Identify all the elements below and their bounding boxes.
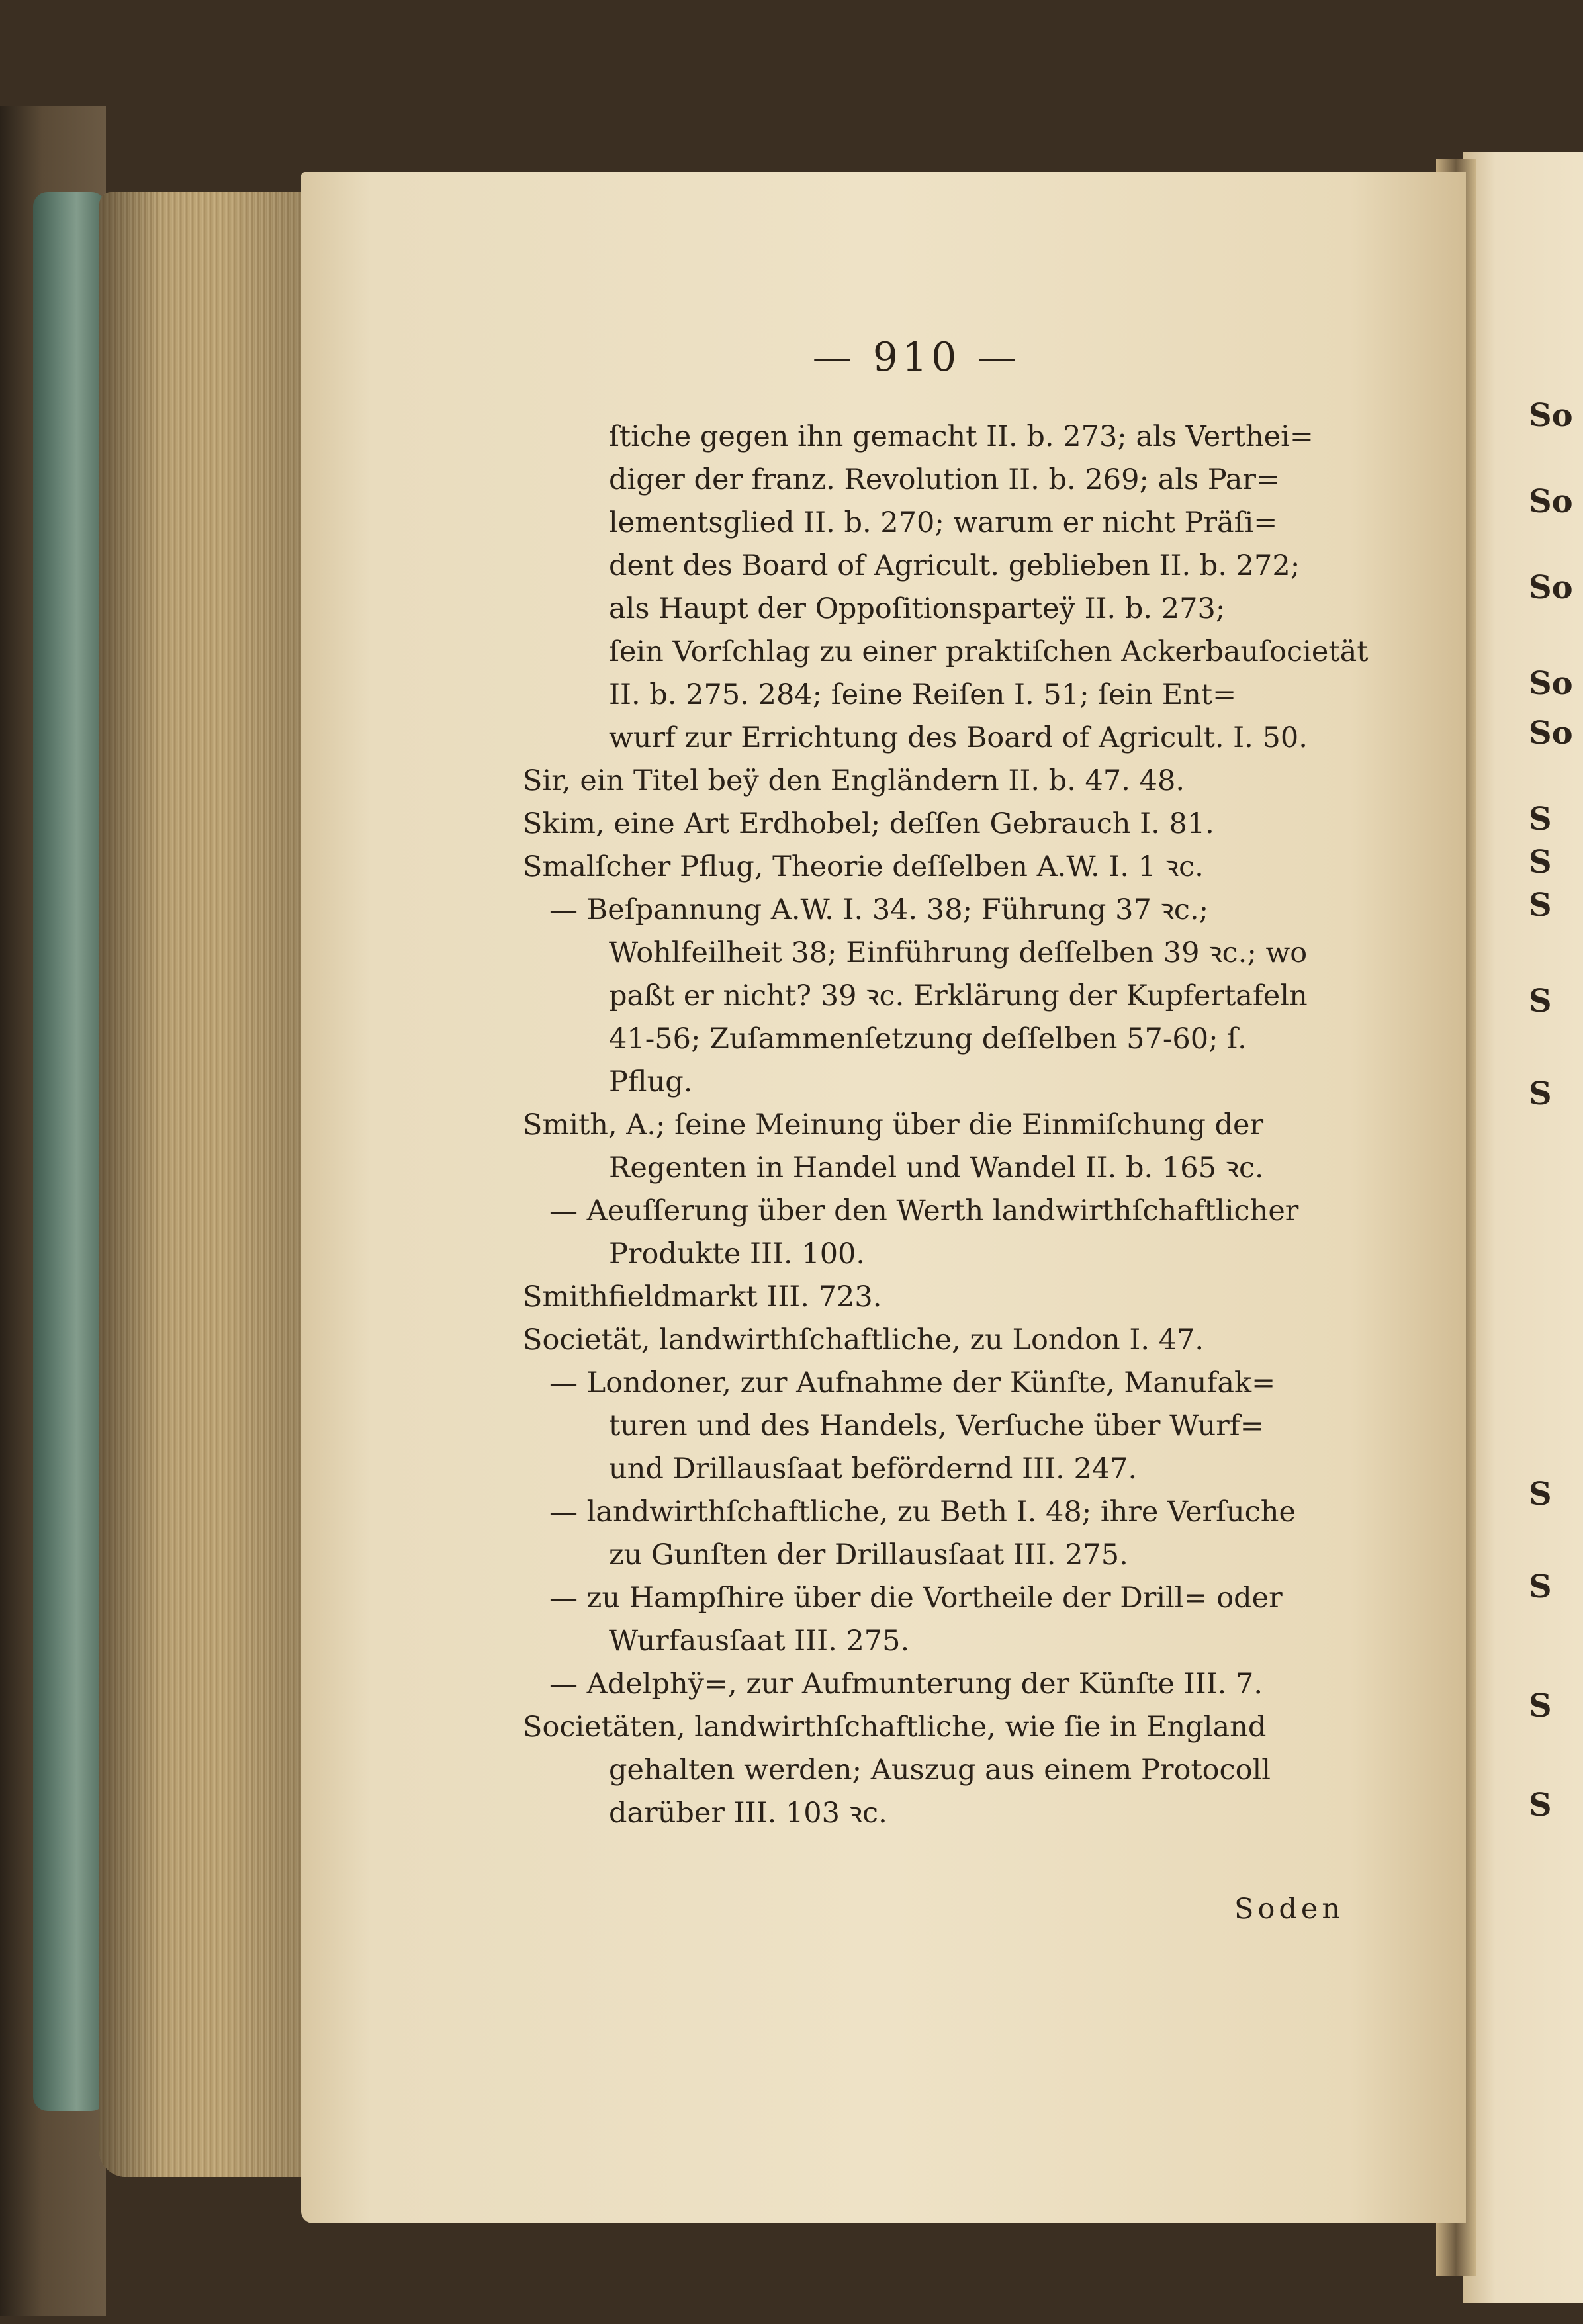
index-line: diger der franz. Revolution II. b. 269; als Par= (609, 463, 1280, 496)
index-line: dent des Board of Agricult. geblieben II. b. 272; (609, 549, 1300, 582)
facing-fragment: S (1529, 983, 1552, 1020)
facing-fragment: S (1529, 887, 1552, 924)
index-entry: Smithfieldmarkt III. 723. (523, 1280, 882, 1314)
index-subentry: — Aeuſſerung über den Werth landwirthſchaftlicher (549, 1194, 1299, 1228)
index-line: Regenten in Handel und Wandel II. b. 165 ꝛc. (609, 1151, 1264, 1184)
index-line: zu Gunſten der Drillausſaat III. 275. (609, 1539, 1128, 1572)
index-line: gehalten werden; Auszug aus einem Protocoll (609, 1754, 1271, 1787)
book-cover (33, 192, 106, 2111)
facing-fragment: So (1529, 665, 1573, 702)
index-line: ſtiche gegen ihn gemacht II. b. 273; als Verthei= (609, 420, 1314, 453)
facing-fragment: S (1529, 1568, 1552, 1605)
index-entry: Sir, ein Titel beÿ den Engländern II. b. 47. 48. (523, 764, 1185, 797)
facing-fragment: So (1529, 483, 1573, 520)
index-line: wurf zur Errichtung des Board of Agricult. I. 50. (609, 721, 1308, 754)
index-line: turen und des Handels, Verſuche über Wurf= (609, 1409, 1264, 1443)
facing-fragment: S (1529, 1787, 1552, 1824)
index-entry: Societät, landwirthſchaftliche, zu London I. 47. (523, 1323, 1204, 1357)
index-line: Wurfausſaat III. 275. (609, 1625, 910, 1658)
index-subentry: — zu Hampſhire über die Vortheile der Drill= oder (549, 1582, 1283, 1615)
index-entry: Societäten, landwirthſchaftliche, wie ſie in England (523, 1711, 1267, 1744)
index-subentry: — Adelphÿ=, zur Aufmunterung der Künſte III. 7. (549, 1668, 1263, 1701)
facing-fragment: S (1529, 1687, 1552, 1724)
facing-fragment: So (1529, 397, 1573, 434)
index-line: paßt er nicht? 39 ꝛc. Erklärung der Kupfertafeln (609, 979, 1308, 1012)
index-line: und Drillausſaat befördernd III. 247. (609, 1452, 1138, 1486)
facing-fragment: S (1529, 844, 1552, 881)
page-block-shadow (99, 192, 304, 2177)
index-line: Produkte III. 100. (609, 1237, 866, 1271)
facing-fragment: S (1529, 801, 1552, 838)
facing-page-text (1522, 371, 1583, 1959)
index-entry: Smalſcher Pflug, Theorie deſſelben A.W. I. 1 ꝛc. (523, 850, 1204, 883)
index-entry: Skim, eine Art Erdhobel; deſſen Gebrauch I. 81. (523, 807, 1214, 840)
catchword: Soden (1234, 1893, 1345, 1926)
index-line: Wohlfeilheit 38; Einführung deſſelben 39 ꝛc.; wo (609, 936, 1308, 969)
facing-fragment: So (1529, 715, 1573, 752)
index-line: als Haupt der Oppoſitionsparteÿ II. b. 273; (609, 592, 1226, 625)
index-subentry: — Londoner, zur Aufnahme der Künſte, Manufak= (549, 1366, 1276, 1400)
index-line: 41-56; Zuſammenſetzung deſſelben 57-60; ſ. (609, 1022, 1247, 1055)
index-line: II. b. 275. 284; ſeine Reiſen I. 51; ſein Ent= (609, 678, 1237, 711)
facing-fragment: So (1529, 569, 1573, 606)
page-number: — 910 — (812, 334, 1021, 380)
index-line: ſein Vorſchlag zu einer praktiſchen Ackerbauſocietät (609, 635, 1369, 668)
facing-fragment: S (1529, 1075, 1552, 1112)
index-line: lementsglied II. b. 270; warum er nicht Präſi= (609, 506, 1278, 539)
index-line: Pflug. (609, 1065, 693, 1098)
index-subentry: — landwirthſchaftliche, zu Beth I. 48; ihre Verſuche (549, 1496, 1296, 1529)
index-subentry: — Beſpannung A.W. I. 34. 38; Führung 37 ꝛc.; (549, 893, 1209, 926)
index-entry: Smith, A.; ſeine Meinung über die Einmiſchung der (523, 1108, 1264, 1141)
index-line: darüber III. 103 ꝛc. (609, 1797, 887, 1830)
facing-fragment: S (1529, 1476, 1552, 1513)
